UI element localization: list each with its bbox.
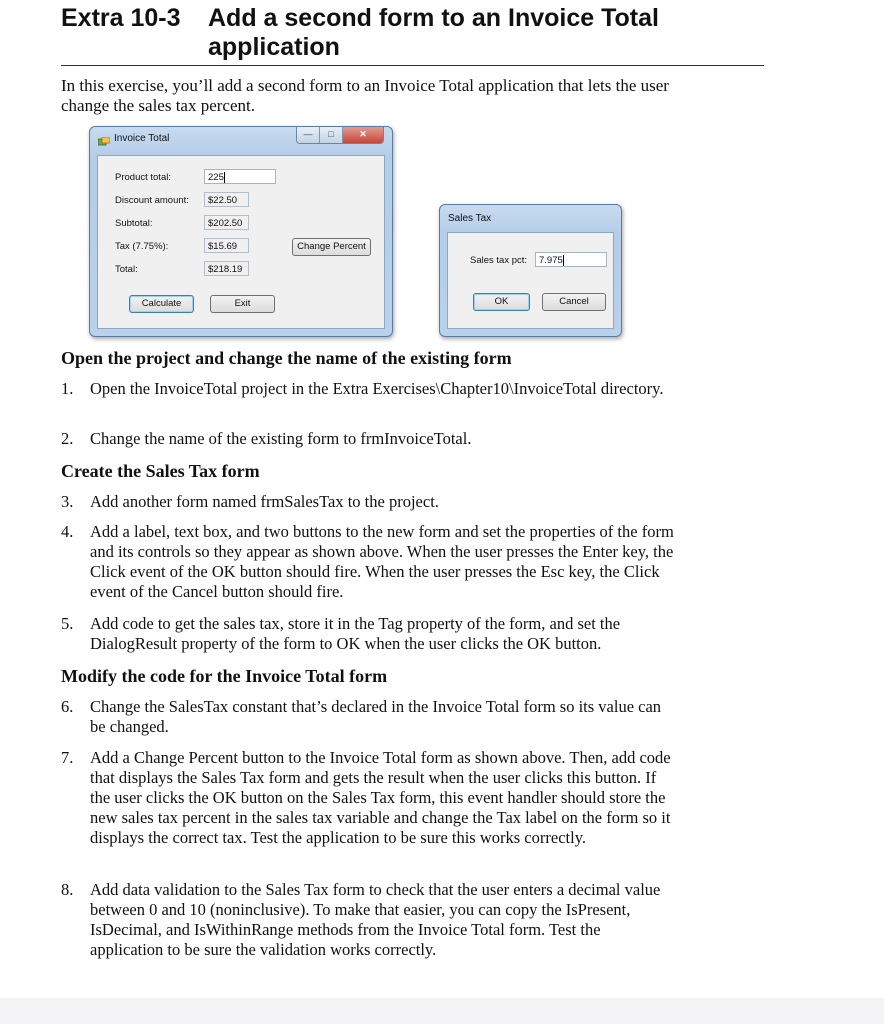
step-number: 4.: [61, 522, 74, 541]
intro-paragraph: In this exercise, you’ll add a second form to an Invoice Total application that lets the user change the sales tax percent.: [61, 76, 669, 115]
minimize-icon[interactable]: —: [297, 127, 320, 143]
step-number: 7.: [61, 748, 74, 767]
step-text: Add data validation to the Sales Tax form to check that the user enters a decimal value between 0 and 10 (noninclusive). To make that easier, you can copy the IsPresent, IsDecimal, and IsWithinRange methods from the Invoice Total form. Test the application to be sure the validation works correctly.: [90, 880, 661, 959]
maximize-icon[interactable]: □: [320, 127, 343, 143]
step-text: Add a label, text box, and two buttons to the new form and set the properties of the form and its controls so they appear as shown above. When the user presses the Enter key, the Click event of the OK button should fire. When the user presses the Esc key, the Click event of the Cancel button should fire.: [90, 522, 674, 601]
sales-tax-pct-label: Sales tax pct:: [470, 255, 528, 266]
exercise-number: Extra 10-3: [61, 4, 181, 32]
step-number: 3.: [61, 492, 74, 511]
exercise-title: Add a second form to an Invoice Total application: [208, 4, 659, 61]
subtotal-output: $202.50: [204, 215, 249, 230]
product-total-label: Product total:: [115, 172, 171, 183]
sales-tax-client-area: [447, 232, 614, 329]
step-number: 2.: [61, 429, 74, 448]
section-heading: Open the project and change the name of the existing form: [61, 348, 512, 368]
step-text: Add a Change Percent button to the Invoice Total form as shown above. Then, add code that displays the Sales Tax form and gets the result when the user clicks this button. If the user clicks the OK button on the Sales Tax form, this event handler should store the new sales tax percent in the sales tax variable and change the Tax label on the form so it displays the correct tax. Test the application to be sure this works correctly.: [90, 748, 671, 847]
discount-output: $22.50: [204, 192, 249, 207]
subtotal-label: Subtotal:: [115, 218, 153, 229]
total-label: Total:: [115, 264, 138, 275]
step-text: Open the InvoiceTotal project in the Extra Exercises\Chapter10\InvoiceTotal directory.: [90, 379, 664, 398]
step-number: 8.: [61, 880, 74, 899]
ok-button[interactable]: OK: [473, 293, 530, 311]
step-number: 5.: [61, 614, 74, 633]
sales-tax-pct-input[interactable]: 7.975: [535, 252, 607, 267]
cancel-button[interactable]: Cancel: [542, 293, 606, 311]
product-total-input[interactable]: 225: [204, 169, 276, 184]
total-output: $218.19: [204, 261, 249, 276]
invoice-client-area: [97, 155, 385, 329]
tax-label: Tax (7.75%):: [115, 241, 169, 252]
calculate-button[interactable]: Calculate: [129, 295, 194, 313]
step-number: 1.: [61, 379, 74, 398]
step-text: Add another form named frmSalesTax to the project.: [90, 492, 439, 511]
close-icon[interactable]: ✕: [343, 127, 383, 143]
change-percent-button[interactable]: Change Percent: [292, 238, 371, 256]
caption-buttons: [296, 127, 384, 144]
app-icon: [98, 134, 110, 144]
step-text: Change the name of the existing form to frmInvoiceTotal.: [90, 429, 472, 448]
tax-output: $15.69: [204, 238, 249, 253]
window-title: Sales Tax: [448, 213, 492, 224]
section-heading: Create the Sales Tax form: [61, 461, 260, 481]
title-divider: [61, 65, 764, 66]
step-text: Add code to get the sales tax, store it in the Tag property of the form, and set the DialogResult property of the form to OK when the user clicks the OK button.: [90, 614, 621, 653]
window-title: Invoice Total: [114, 133, 170, 144]
exit-button[interactable]: Exit: [210, 295, 275, 313]
step-text: Change the SalesTax constant that’s declared in the Invoice Total form so its value can be changed.: [90, 697, 662, 736]
section-heading: Modify the code for the Invoice Total form: [61, 666, 388, 686]
page-bottom-band: [0, 998, 884, 1024]
step-number: 6.: [61, 697, 74, 716]
invoice-total-window: [89, 126, 393, 337]
discount-label: Discount amount:: [115, 195, 189, 206]
sales-tax-window: [439, 204, 622, 337]
